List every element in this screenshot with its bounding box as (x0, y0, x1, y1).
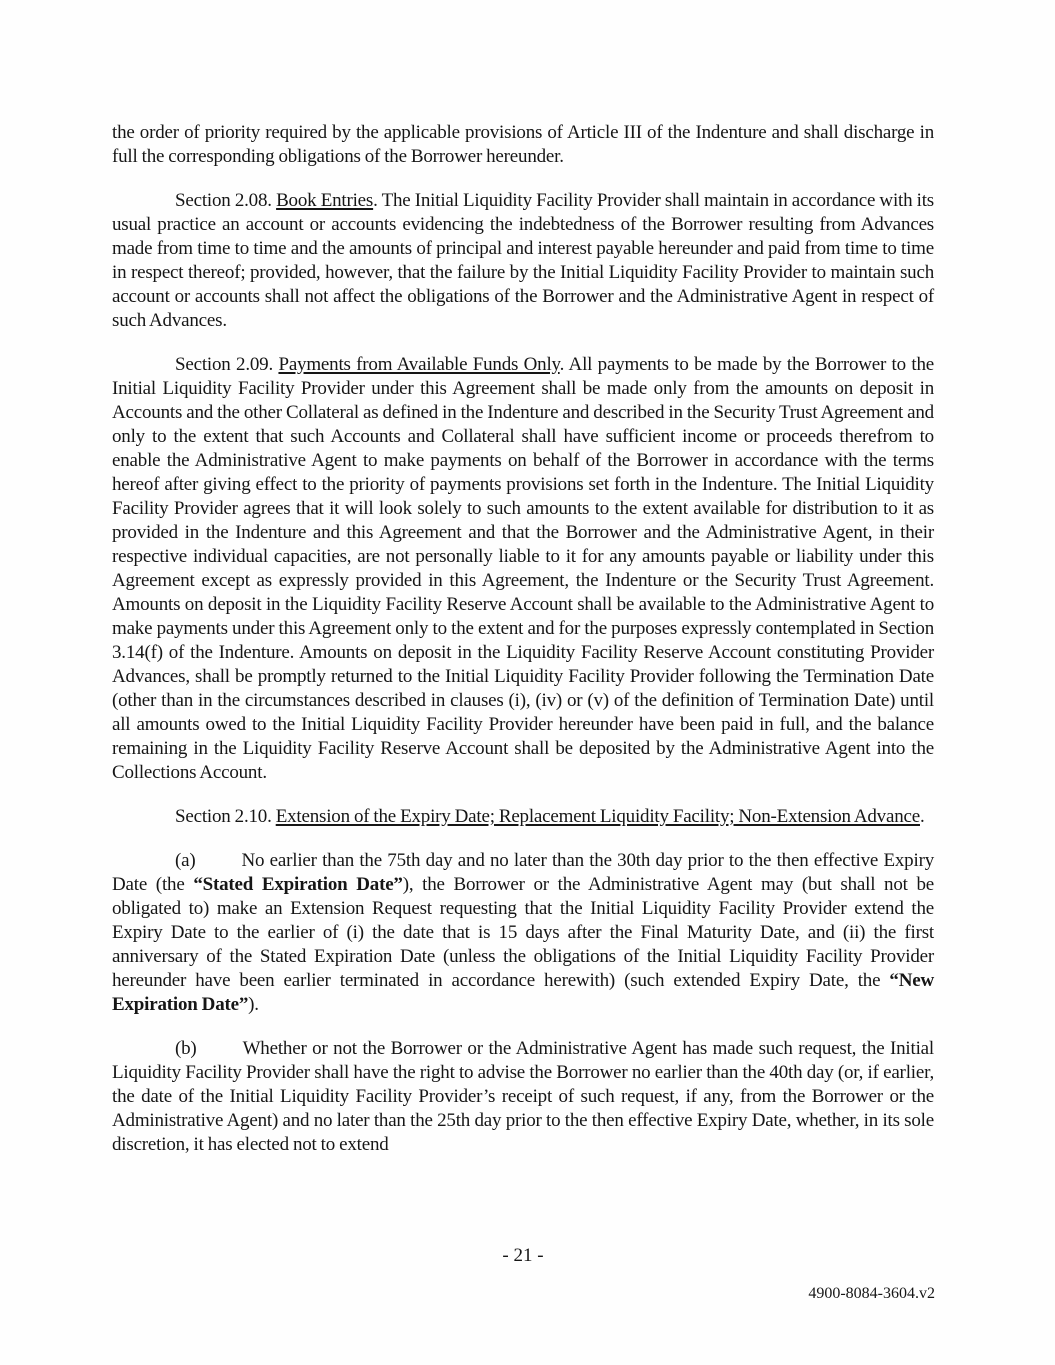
text-run: (b) (175, 1038, 197, 1059)
text-run: Section 2.10. (175, 806, 276, 827)
paragraph-continuation (112, 121, 934, 169)
section-heading-text: Book Entries (276, 190, 374, 211)
section-2-10-heading (112, 805, 934, 829)
text-run: . The Initial Liquidity Facility Provider shall maintain in accordance with its usual practice an account or accounts evidencing the indebtedness of the Borrower resulting from Advances made from time to time and the amounts of principal and interest payable hereunder and paid from time to time in respect thereof; provided, however, that the failure by the Initial Liquidity Facility Provider to maintain such account or accounts shall not affect the obligations of the Borrower and the Administrative Agent in respect of such Advances. (112, 190, 934, 331)
paragraph-a (112, 849, 934, 1017)
section-heading-text: Extension of the Expiry Date; Replacement Liquidity Facility; Non-Extension Advance (275, 806, 920, 827)
defined-term: “Stated Expiration Date” (193, 874, 403, 895)
text-run: No earlier than the 75th day and no later than the 30th day prior to the then effective Expiry Date (the (112, 850, 934, 895)
section-2-08 (112, 189, 934, 333)
page-number: - 21 - (502, 1245, 544, 1266)
defined-term: “New Expiration Date” (112, 970, 934, 1015)
text-run: Section 2.09. (175, 354, 279, 375)
document-id: 4900-8084-3604.v2 (808, 1285, 935, 1302)
text-run: the order of priority required by the applicable provisions of Article III of the Indenture and shall discharge in full the corresponding obligations of the Borrower hereunder. (112, 122, 934, 167)
text-run: . (919, 806, 925, 827)
text-run: ), the Borrower or the Administrative Agent may (but shall not be obligated to) make an Extension Request requesting that the Initial Liquidity Facility Provider extend the Expiry Date to the earlier of (i) the date that is 15 days after the Final Maturity Date, and (ii) the first anniversary of the Stated Expiration Date (unless the obligations of the Initial Liquidity Facility Provider hereunder have been earlier terminated in accordance herewith) (such extended Expiry Date, the (112, 874, 935, 991)
section-2-09 (112, 353, 934, 785)
text-run: Whether or not the Borrower or the Administrative Agent has made such request, the Initial Liquidity Facility Provider shall have the right to advise the Borrower no earlier than the 40th day (or, if earlier, the date of the Initial Liquidity Facility Provider’s receipt of such request, if any, from the Borrower or the Administrative Agent) and no later than the 25th day prior to the then effective Expiry Date, whether, in its sole discretion, it has elected not to extend (112, 1038, 934, 1155)
text-run: ). (248, 994, 259, 1015)
paragraph-b (112, 1037, 934, 1157)
text-run: Section 2.08. (175, 190, 277, 211)
text-run: . All payments to be made by the Borrower to the Initial Liquidity Facility Provider under this Agreement shall be made only from the amounts on deposit in Accounts and the other Collateral as defined in the Indenture and described in the Security Trust Agreement and only to the extent that such Accounts and Collateral shall have sufficient income or proceeds therefrom to enable the Administrative Agent to make payments on behalf of the Borrower in accordance with the terms hereof after giving effect to the priority of payments provisions set forth in the Indenture. The Initial Liquidity Facility Provider agrees that it will look solely to such amounts to the extent available for distribution to it as provided in the Indenture and this Agreement and that the Borrower and the Administrative Agent, in their respective individual capacities, are not personally liable to it for any amounts payable or liability under this Agreement except as expressly provided in this Agreement, the Indenture or the Security Trust Agreement. Amounts on deposit in the Liquidity Facility Reserve Account shall be available to the Administrative Agent to make payments under this Agreement only to the extent and for the purposes expressly contemplated in Section 3.14(f) of the Indenture. Amounts on deposit in the Liquidity Facility Reserve Account constituting Provider Advances, shall be promptly returned to the Initial Liquidity Facility Provider following the Termination Date (other than in the circumstances described in clauses (i), (iv) or (v) of the definition of Termination Date) until all amounts owed to the Initial Liquidity Facility Provider hereunder have been paid in full, and the balance remaining in the Liquidity Facility Reserve Account shall be deposited by the Administrative Agent into the Collections Account. (112, 354, 934, 783)
section-heading-text: Payments from Available Funds Only (278, 354, 560, 375)
text-run: (a) (175, 850, 196, 871)
document-body (112, 121, 934, 1177)
